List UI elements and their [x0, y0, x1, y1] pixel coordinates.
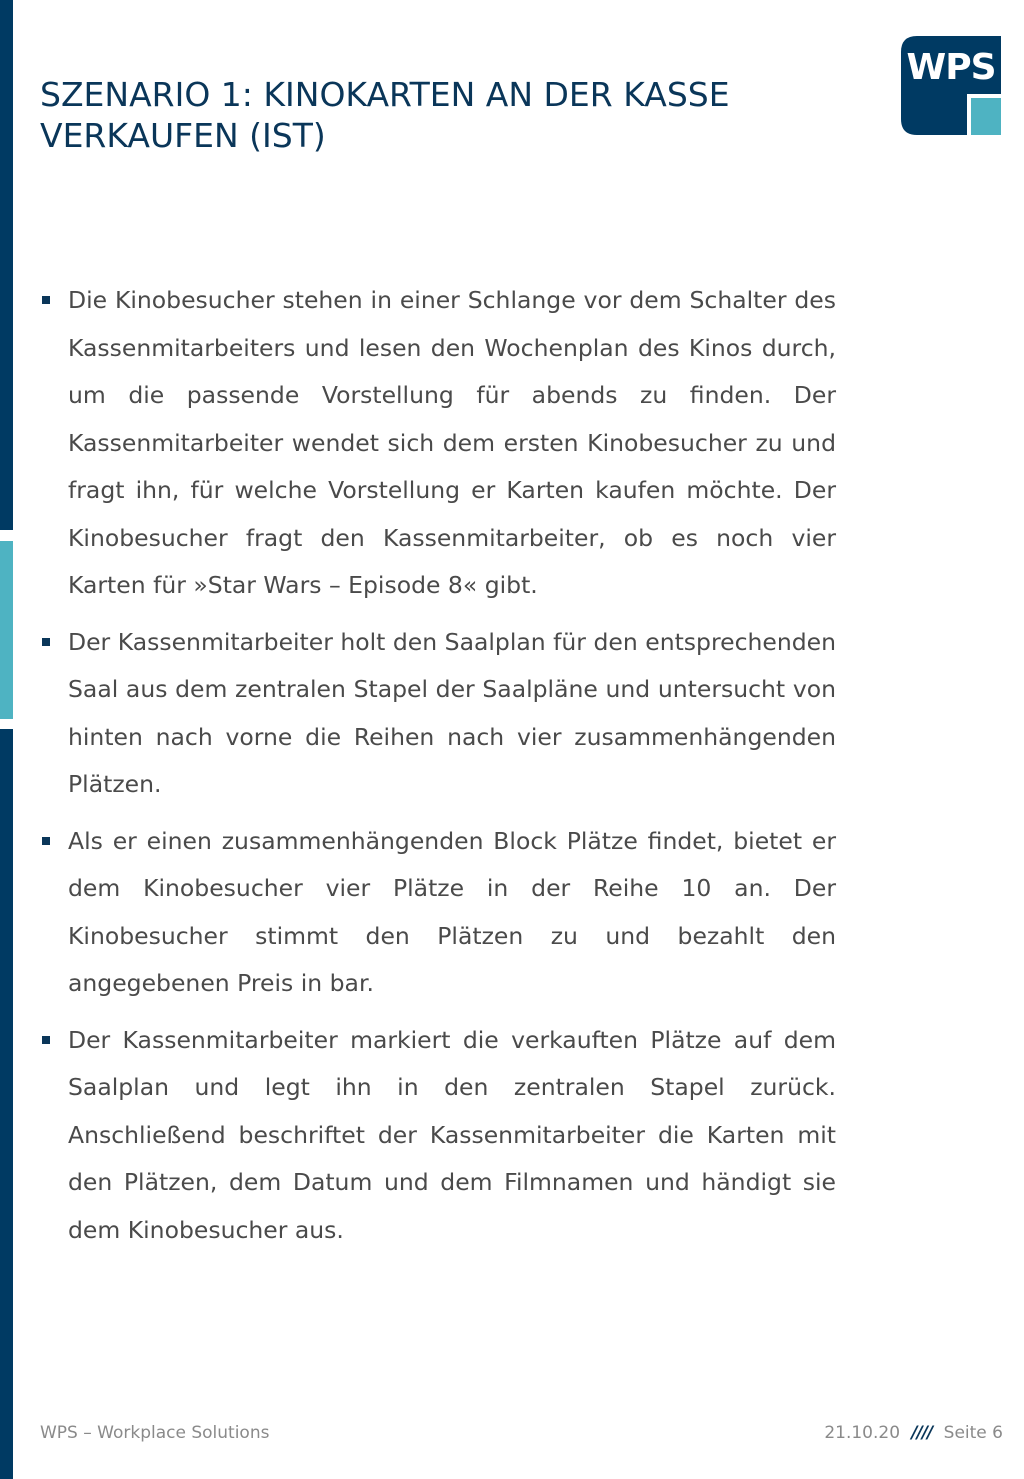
bullet-square-icon: [42, 1036, 50, 1044]
bullet-square-icon: [42, 638, 50, 646]
bullet-item: [40, 1017, 836, 1255]
logo-text: WPS: [906, 47, 996, 88]
bullet-text: Der Kassenmitarbeiter holt den Saalplan für den entsprechenden Saal aus dem zentralen Stapel der Saalpläne und untersucht von hinten nach vorne die Reihen nach vier zusammenhängenden Plätzen.: [68, 627, 836, 798]
bullet-item: [40, 277, 836, 610]
page-title: SZENARIO 1: KINOKARTEN AN DER KASSE VERKAUFEN (IST): [40, 75, 730, 155]
sidebar-accent-top: [0, 0, 13, 530]
bullet-square-icon: [42, 296, 50, 304]
bullet-text: Der Kassenmitarbeiter markiert die verkauften Plätze auf dem Saalplan und legt ihn in den zentralen Stapel zurück. Anschließend beschriftet der Kassenmitarbeiter die Karten mit den Plätzen, dem Datum und dem Filmnamen und händigt sie dem Kinobesucher aus.: [68, 1025, 836, 1244]
footer-page-number: Seite 6: [943, 1423, 1003, 1443]
bullet-item: [40, 818, 836, 1008]
footer-meta: [824, 1423, 1003, 1443]
bullet-text: Als er einen zusammenhängenden Block Plätze findet, bietet er dem Kinobesucher vier Plätze in der Reihe 10 an. Der Kinobesucher stimmt den Plätzen zu und bezahlt den angegebenen Preis in bar.: [68, 826, 836, 997]
footer-company: WPS – Workplace Solutions: [40, 1423, 270, 1443]
wps-logo: [901, 36, 1001, 135]
footer-date: 21.10.20: [824, 1423, 901, 1443]
bullet-text: Die Kinobesucher stehen in einer Schlange vor dem Schalter des Kassenmitarbeiters und lesen den Wochenplan des Kinos durch, um die passende Vorstellung für abends zu finden. Der Kassenmitarbeiter wendet sich dem ersten Kinobesucher zu und fragt ihn, für welche Vorstellung er Karten kaufen möchte. Der Kinobesucher fragt den Kassenmitarbeiter, ob es noch vier Karten für »Star Wars – Episode 8« gibt.: [68, 286, 836, 599]
sidebar-accent-middle: [0, 541, 13, 719]
bullet-square-icon: [42, 837, 50, 845]
footer-separator: ////: [911, 1423, 933, 1443]
bullet-list: [40, 277, 836, 1254]
sidebar-accent-bottom: [0, 729, 13, 1479]
bullet-item: [40, 619, 836, 809]
